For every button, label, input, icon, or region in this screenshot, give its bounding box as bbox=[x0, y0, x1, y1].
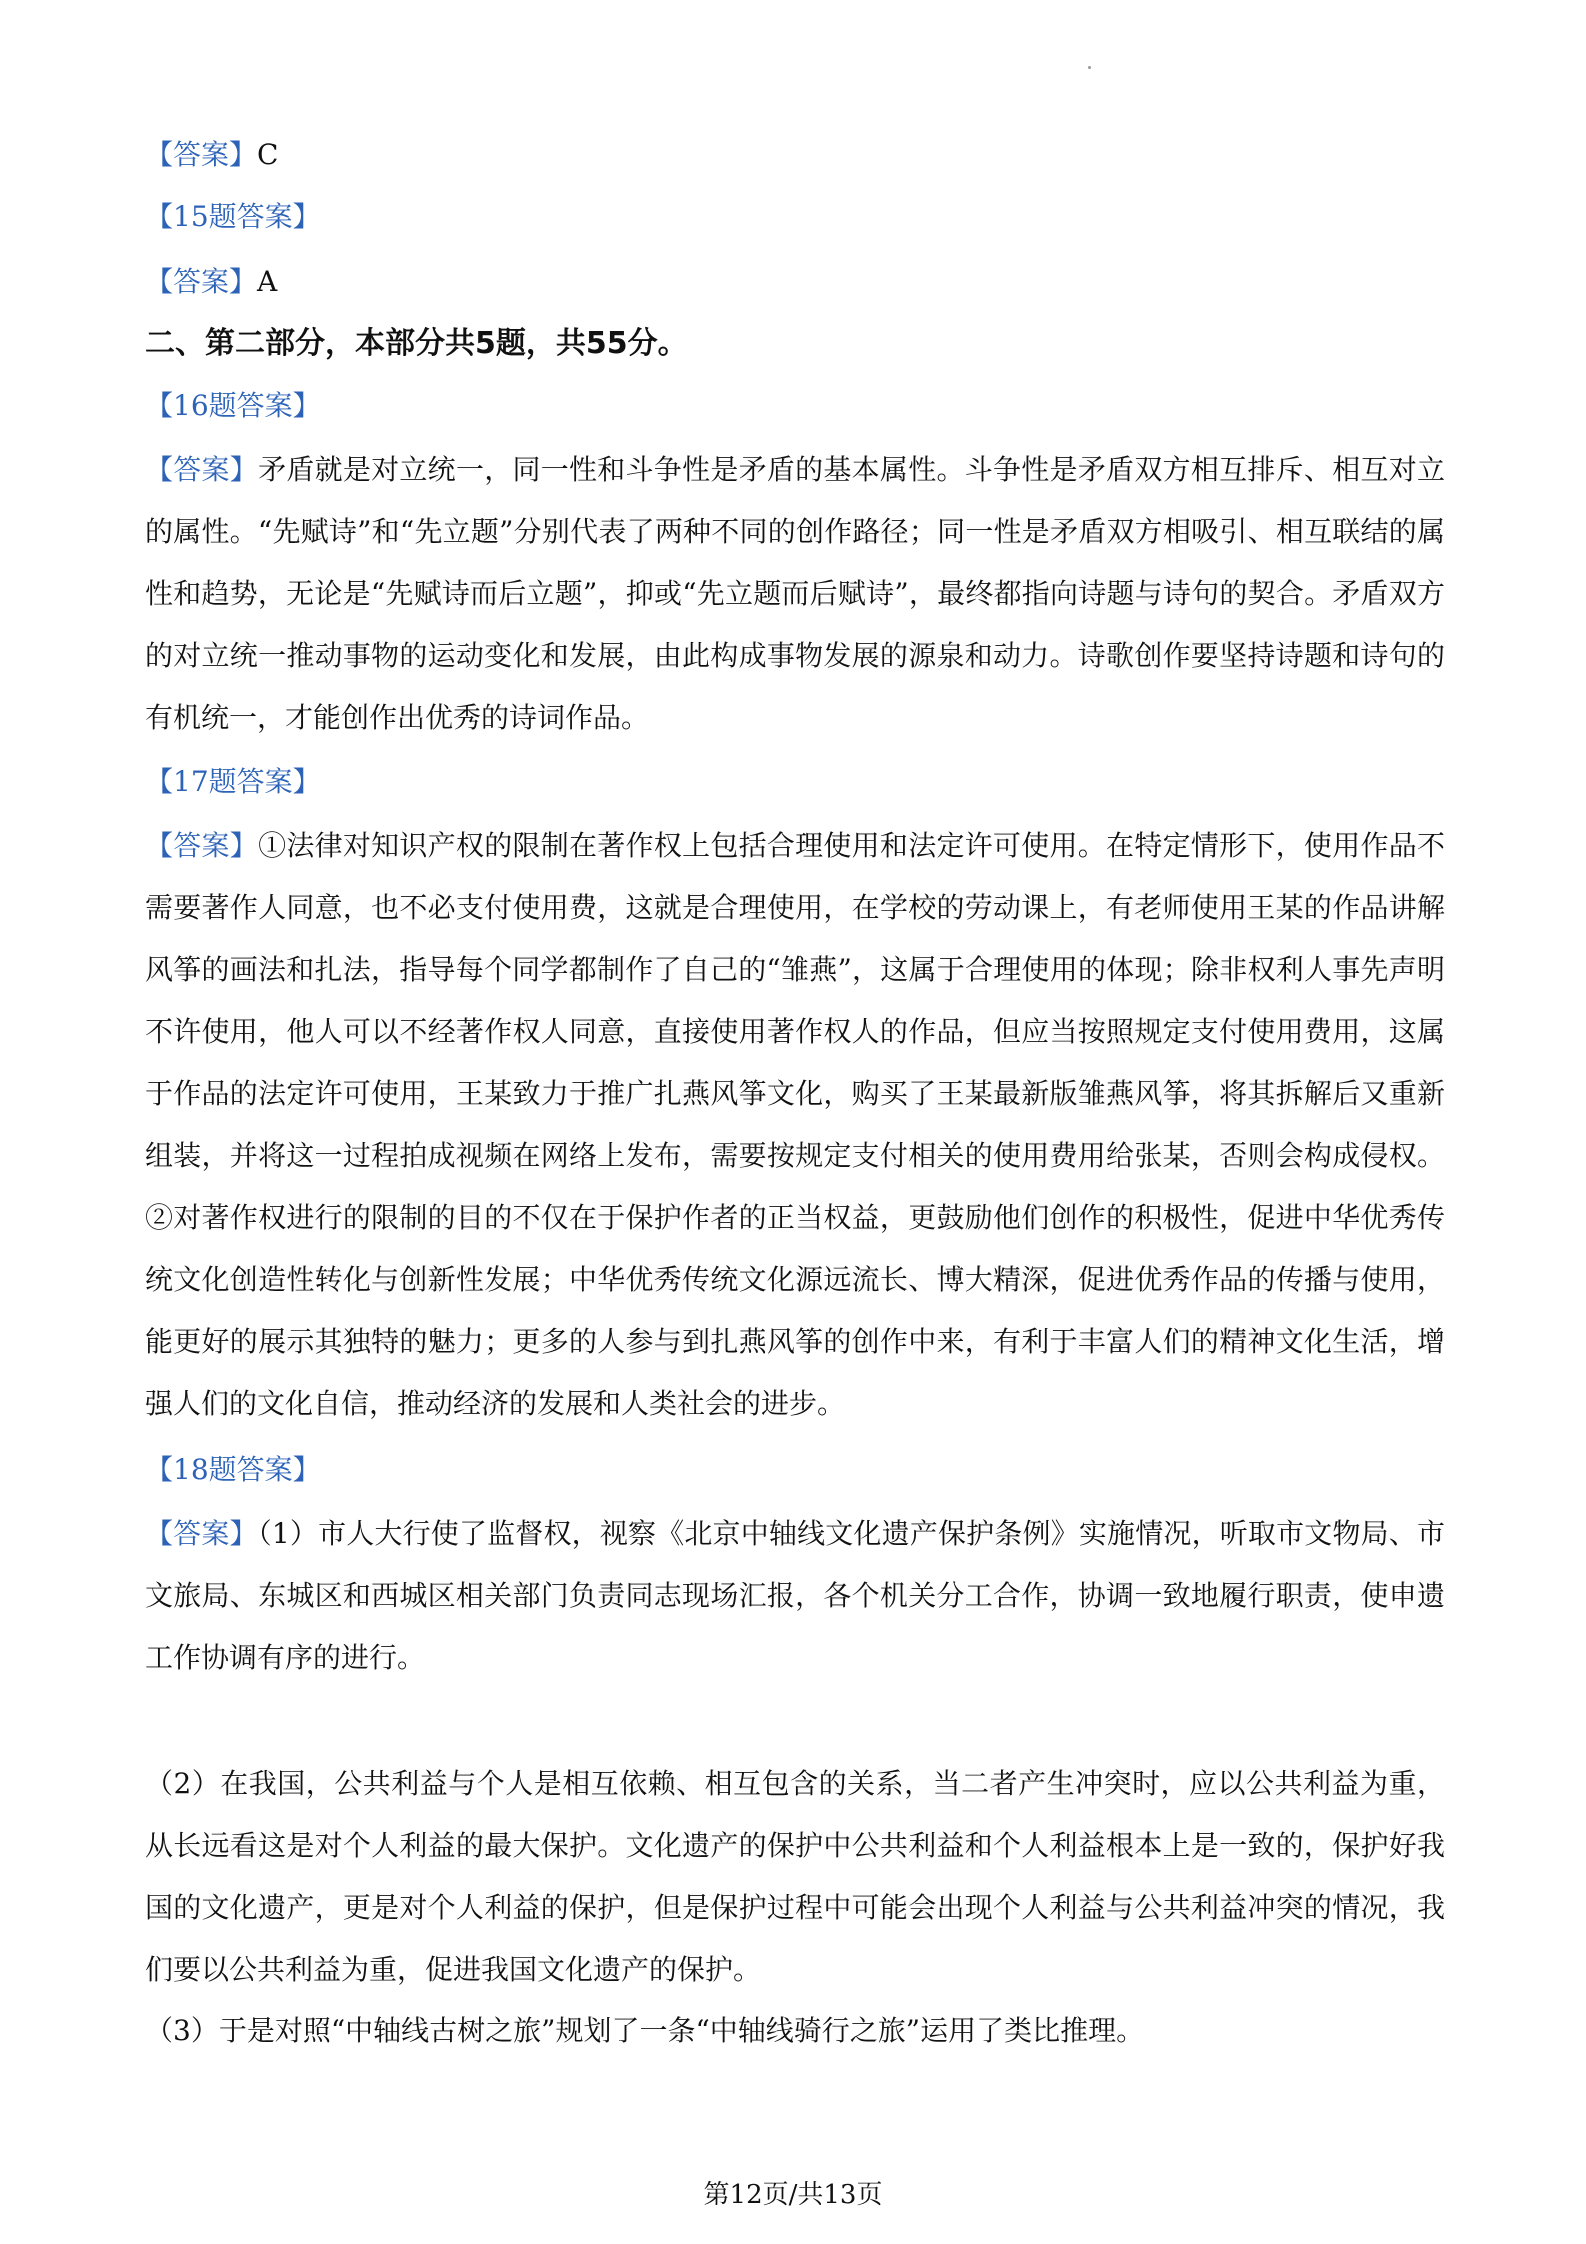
q16-answer-text: 矛盾就是对立统一，同一性和斗争性是矛盾的基本属性。斗争性是矛盾双方相互排斥、相互对立的属性。“先赋诗”和“先立题”分别代表了两种不同的创作路径；同一性是矛盾双方相吸引、相互联结的属性和趋势，无论是“先赋诗而后立题”，抑或“先立题而后赋诗”，最终都指向诗题与诗句的契合。矛盾双方的对立统一推动事物的运动变化和发展，由此构成事物发展的源泉和动力。诗歌创作要坚持诗题和诗句的有机统一，才能创作出优秀的诗词作品。 bbox=[145, 453, 1445, 734]
q15-title: 【15题答案】 bbox=[145, 200, 321, 233]
q16-answer-paragraph bbox=[145, 439, 1445, 749]
q18-part2-paragraph: （2）在我国，公共利益与个人是相互依赖、相互包含的关系，当二者产生冲突时，应以公共利益为重，从长远看这是对个人利益的最大保护。文化遗产的保护中公共利益和个人利益根本上是一致的，保护好我国的文化遗产，更是对个人利益的保护，但是保护过程中可能会出现个人利益与公共利益冲突的情况，我们要以公共利益为重，促进我国文化遗产的保护。 bbox=[145, 1767, 1445, 1986]
section2-heading: 二、第二部分，本部分共5题，共55分。 bbox=[145, 326, 688, 361]
q18-part1-text: （1）市人大行使了监督权，视察《北京中轴线文化遗产保护条例》实施情况，听取市文物局、市文旅局、东城区和西城区相关部门负责同志现场汇报，各个机关分工合作，协调一致地履行职责，使申遗工作协调有序的进行。 bbox=[145, 1517, 1445, 1674]
page-mark-dot bbox=[1088, 66, 1091, 69]
answer-label: 【答案】 bbox=[145, 829, 259, 862]
q18-title: 【18题答案】 bbox=[145, 1453, 321, 1486]
q14-answer-value: C bbox=[257, 138, 279, 171]
q15-answer-line bbox=[145, 262, 1445, 302]
answer-label: 【答案】 bbox=[145, 453, 259, 486]
q18-part1-paragraph bbox=[145, 1503, 1445, 1689]
q17-title: 【17题答案】 bbox=[145, 765, 321, 798]
answer-label: 【答案】 bbox=[145, 1517, 258, 1550]
q17-answer-paragraph bbox=[145, 815, 1445, 1435]
q15-answer-value: A bbox=[257, 265, 278, 298]
page-number-footer: 第12页/共13页 bbox=[703, 2180, 883, 2210]
answer-label: 【答案】 bbox=[145, 138, 258, 171]
q18-part3-paragraph: （3）于是对照“中轴线古树之旅”规划了一条“中轴线骑行之旅”运用了类比推理。 bbox=[145, 2014, 1145, 2047]
q17-answer-text: ①法律对知识产权的限制在著作权上包括合理使用和法定许可使用。在特定情形下，使用作品不需要著作人同意，也不必支付使用费，这就是合理使用，在学校的劳动课上，有老师使用王某的作品讲解风筝的画法和扎法，指导每个同学都制作了自己的“雏燕”，这属于合理使用的体现；除非权利人事先声明不许使用，他人可以不经著作权人同意，直接使用著作权人的作品，但应当按照规定支付使用费用，这属于作品的法定许可使用，王某致力于推广扎燕风筝文化，购买了王某最新版雏燕风筝，将其拆解后又重新组装，并将这一过程拍成视频在网络上发布，需要按规定支付相关的使用费用给张某，否则会构成侵权。②对著作权进行的限制的目的不仅在于保护作者的正当权益，更鼓励他们创作的积极性，促进中华优秀传统文化创造性转化与创新性发展；中华优秀传统文化源远流长、博大精深，促进优秀作品的传播与使用，能更好的展示其独特的魅力；更多的人参与到扎燕风筝的创作中来，有利于丰富人们的精神文化生活，增强人们的文化自信，推动经济的发展和人类社会的进步。 bbox=[145, 829, 1445, 1420]
answer-label: 【答案】 bbox=[145, 265, 258, 298]
q16-title: 【16题答案】 bbox=[145, 389, 321, 422]
q14-answer-line bbox=[145, 135, 1445, 175]
